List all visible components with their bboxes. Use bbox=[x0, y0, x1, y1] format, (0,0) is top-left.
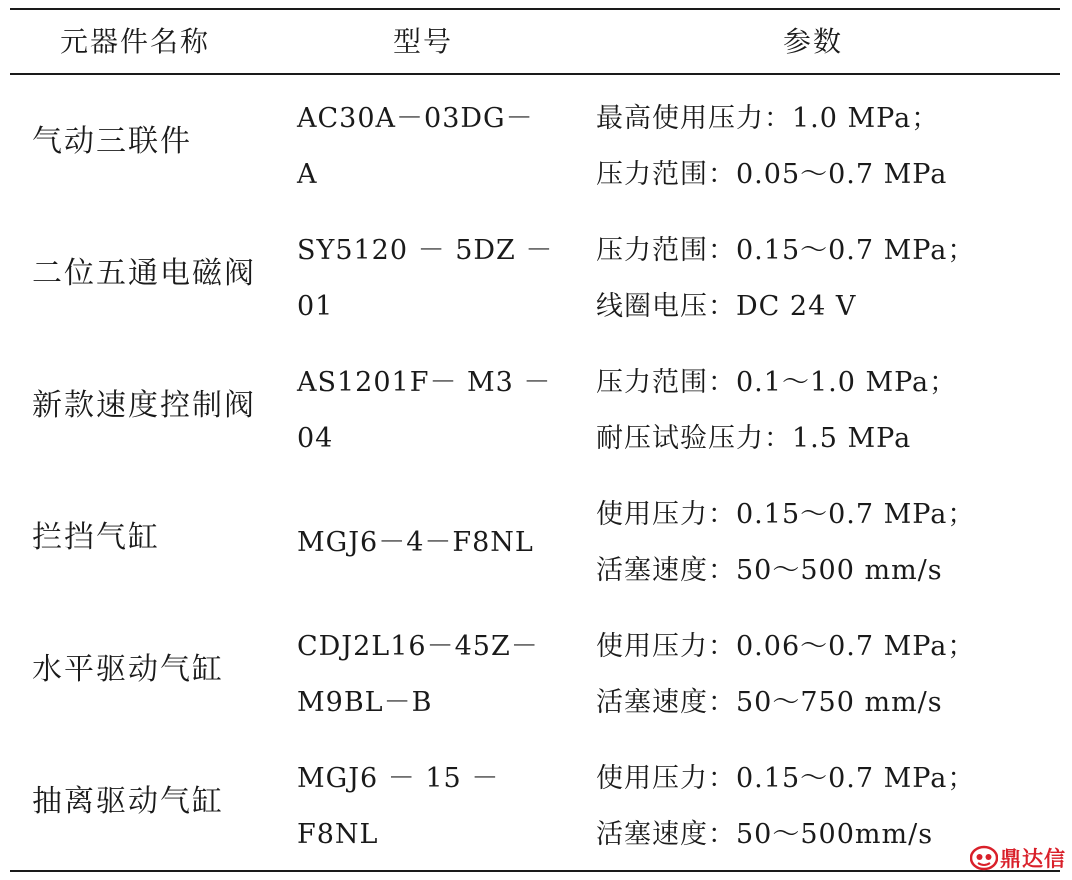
param-line: 活塞速度：50～500mm/s bbox=[596, 819, 934, 850]
component-name: 新款速度控制阀 bbox=[32, 388, 256, 423]
model-line: AS1201F－ M3 － bbox=[297, 367, 552, 398]
table-top-rule bbox=[10, 8, 1060, 10]
table-row bbox=[10, 339, 1060, 471]
table-row bbox=[10, 735, 1060, 867]
param-line: 线圈电压：DC 24 V bbox=[596, 291, 857, 322]
table-row bbox=[10, 471, 1060, 603]
table-bottom-rule bbox=[10, 870, 1060, 872]
watermark-text: 鼎达信 bbox=[1000, 847, 1066, 871]
model-line: SY5120 － 5DZ － bbox=[297, 235, 554, 266]
header-model: 型号 bbox=[393, 25, 454, 58]
component-name: 拦挡气缸 bbox=[32, 520, 160, 555]
component-params bbox=[596, 751, 975, 863]
header-component-name: 元器件名称 bbox=[60, 25, 211, 58]
component-model bbox=[297, 91, 559, 203]
model-line: AC30A－03DG－ bbox=[297, 103, 534, 134]
param-line: 压力范围：0.15～0.7 MPa； bbox=[596, 235, 976, 266]
model-line: 01 bbox=[297, 291, 334, 322]
model-line: M9BL－B bbox=[297, 687, 433, 718]
component-params bbox=[596, 223, 975, 335]
component-model bbox=[297, 515, 559, 571]
component-name: 二位五通电磁阀 bbox=[32, 256, 256, 291]
param-line: 使用压力：0.06～0.7 MPa； bbox=[596, 631, 976, 662]
model-line: F8NL bbox=[297, 819, 379, 850]
component-params bbox=[596, 91, 947, 203]
component-model bbox=[297, 223, 559, 335]
param-line: 耐压试验压力：1.5 MPa bbox=[596, 423, 912, 454]
param-line: 使用压力：0.15～0.7 MPa； bbox=[596, 763, 976, 794]
param-line: 压力范围：0.05～0.7 MPa bbox=[596, 159, 948, 190]
component-model bbox=[297, 355, 559, 467]
component-params bbox=[596, 619, 975, 731]
param-line: 最高使用压力：1.0 MPa； bbox=[596, 103, 940, 134]
param-line: 活塞速度：50～750 mm/s bbox=[596, 687, 943, 718]
component-model bbox=[297, 619, 559, 731]
model-line: CDJ2L16－45Z－ bbox=[297, 631, 539, 662]
model-line: MGJ6－4－F8NL bbox=[297, 527, 534, 558]
table-row bbox=[10, 207, 1060, 339]
table-row bbox=[10, 603, 1060, 735]
logo-icon bbox=[970, 844, 998, 872]
component-name: 水平驱动气缸 bbox=[32, 652, 224, 687]
header-parameters: 参数 bbox=[783, 25, 844, 58]
model-line: 04 bbox=[297, 423, 334, 454]
component-name: 气动三联件 bbox=[32, 124, 192, 159]
component-params bbox=[596, 487, 975, 599]
param-line: 压力范围：0.1～1.0 MPa； bbox=[596, 367, 958, 398]
param-line: 活塞速度：50～500 mm/s bbox=[596, 555, 943, 586]
table-row bbox=[10, 75, 1060, 207]
component-params bbox=[596, 355, 957, 467]
model-line: A bbox=[297, 159, 318, 190]
param-line: 使用压力：0.15～0.7 MPa； bbox=[596, 499, 976, 530]
component-name: 抽离驱动气缸 bbox=[32, 784, 224, 819]
component-model bbox=[297, 751, 559, 863]
watermark-logo bbox=[970, 843, 1066, 873]
model-line: MGJ6 － 15 － bbox=[297, 763, 500, 794]
